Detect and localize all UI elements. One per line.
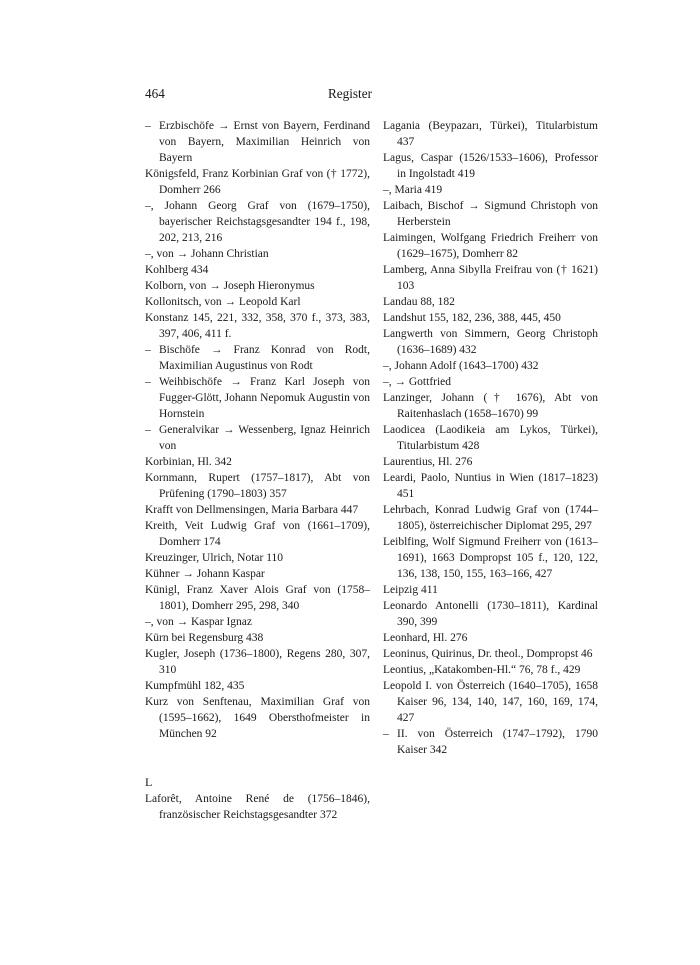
index-entry: Kreith, Veit Ludwig Graf von (1661–1709), Domherr 174 [145,520,370,548]
index-entry: Kugler, Joseph (1736–1800), Regens 280, 307, 310 [145,648,370,676]
index-entry: Krafft von Dellmensingen, Maria Barbara 447 [145,504,359,516]
index-entry: Leiblfing, Wolf Sigmund Freiherr von (1613–1691), 1663 Dompropst 105 f., 120, 122, 136, 138, 150, 155, 163–166, 427 [383,536,598,580]
index-entry: Königsfeld, Franz Korbinian Graf von († 1772), Domherr 266 [145,168,370,196]
index-entry: Leonardo Antonelli (1730–1811), Kardinal 390, 399 [383,600,598,628]
index-entry: Kumpfmühl 182, 435 [145,680,245,692]
index-entry: Lamberg, Anna Sibylla Freifrau von († 1621) 103 [383,264,598,292]
index-entry: Lehrbach, Konrad Ludwig Graf von (1744–1805), österreichischer Diplomat 295, 297 [383,504,598,532]
running-head: Register [328,86,372,101]
index-entry: Kreuzinger, Ulrich, Notar 110 [145,552,284,564]
index-entry: Kurz von Senftenau, Maximilian Graf von (1595–1662), 1649 Obersthofmeister in München 92 [145,696,370,740]
index-entry: Laodicea (Laodikeia am Lykos, Türkei), Titularbistum 428 [383,424,598,452]
index-entry: Lagus, Caspar (1526/1533–1606), Professor in Ingolstadt 419 [383,152,598,180]
index-entry: Lagania (Beypazarı, Türkei), Titularbistum 437 [383,120,598,148]
section-gap [145,742,370,770]
index-entry: Laforêt, Antoine René de (1756–1846), französischer Reichstagsgesandter 372 [145,793,370,821]
index-entry: Leardi, Paolo, Nuntius in Wien (1817–1823) 451 [383,472,598,500]
index-entry: Landshut 155, 182, 236, 388, 445, 450 [383,312,561,324]
index-entry: Kolborn, von → Joseph Hieronymus [145,280,315,292]
index-column-left [145,118,370,823]
index-entry: Laimingen, Wolfgang Friedrich Freiherr von (1629–1675), Domherr 82 [383,232,598,260]
index-entry: –, von → Kaspar Ignaz [145,616,252,628]
index-entry: Leontius, „Katakomben-Hl.“ 76, 78 f., 429 [383,664,581,676]
index-entry: –, → Gottfried [383,376,452,388]
index-subentry: – II. von Österreich (1747–1792), 1790 Kaiser 342 [383,728,598,756]
index-subentry: – Generalvikar → Wessenberg, Ignaz Heinrich von [145,424,370,452]
page-number: 464 [145,86,165,101]
index-entry: Leoninus, Quirinus, Dr. theol., Dompropst 46 [383,648,593,660]
index-entry: Leipzig 411 [383,584,438,596]
index-entry: Landau 88, 182 [383,296,455,308]
index-entry: Kornmann, Rupert (1757–1817), Abt von Prüfening (1790–1803) 357 [145,472,370,500]
section-letter: L [145,775,153,789]
index-entry: Kohlberg 434 [145,264,209,276]
index-subentry: – Bischöfe → Franz Konrad von Rodt, Maximilian Augustinus von Rodt [145,344,370,372]
index-entry: Lanzinger, Johann († 1676), Abt von Raitenhaslach (1658–1670) 99 [383,392,598,420]
index-entry: –, von → Johann Christian [145,248,269,260]
index-entry: –, Johann Georg Graf von (1679–1750), bayerischer Reichstagsgesandter 194 f., 198, 202, 213, 216 [145,200,370,244]
index-entry: Künigl, Franz Xaver Alois Graf von (1758–1801), Domherr 295, 298, 340 [145,584,370,612]
index-entry: Leonhard, Hl. 276 [383,632,468,644]
index-entry: Korbinian, Hl. 342 [145,456,232,468]
index-subentry: – Erzbischöfe → Ernst von Bayern, Ferdinand von Bayern, Maximilian Heinrich von Bayern [145,120,370,164]
index-column-right [383,118,598,758]
index-entry: Kühner → Johann Kaspar [145,568,265,580]
index-entry: Kollonitsch, von → Leopold Karl [145,296,301,308]
index-subentry: – Weihbischöfe → Franz Karl Joseph von Fugger-Glött, Johann Nepomuk Augustin von Hornstein [145,376,370,420]
index-entry: Laibach, Bischof → Sigmund Christoph von Herberstein [383,200,598,228]
index-entry: Laurentius, Hl. 276 [383,456,473,468]
index-entry: Langwerth von Simmern, Georg Christoph (1636–1689) 432 [383,328,598,356]
index-entry: Konstanz 145, 221, 332, 358, 370 f., 373, 383, 397, 406, 411 f. [145,312,370,340]
index-entry: Kürn bei Regensburg 438 [145,632,264,644]
index-entry: –, Maria 419 [383,184,443,196]
index-entry: –, Johann Adolf (1643–1700) 432 [383,360,539,372]
index-entry: Leopold I. von Österreich (1640–1705), 1658 Kaiser 96, 134, 140, 147, 160, 169, 174, 427 [383,680,598,724]
